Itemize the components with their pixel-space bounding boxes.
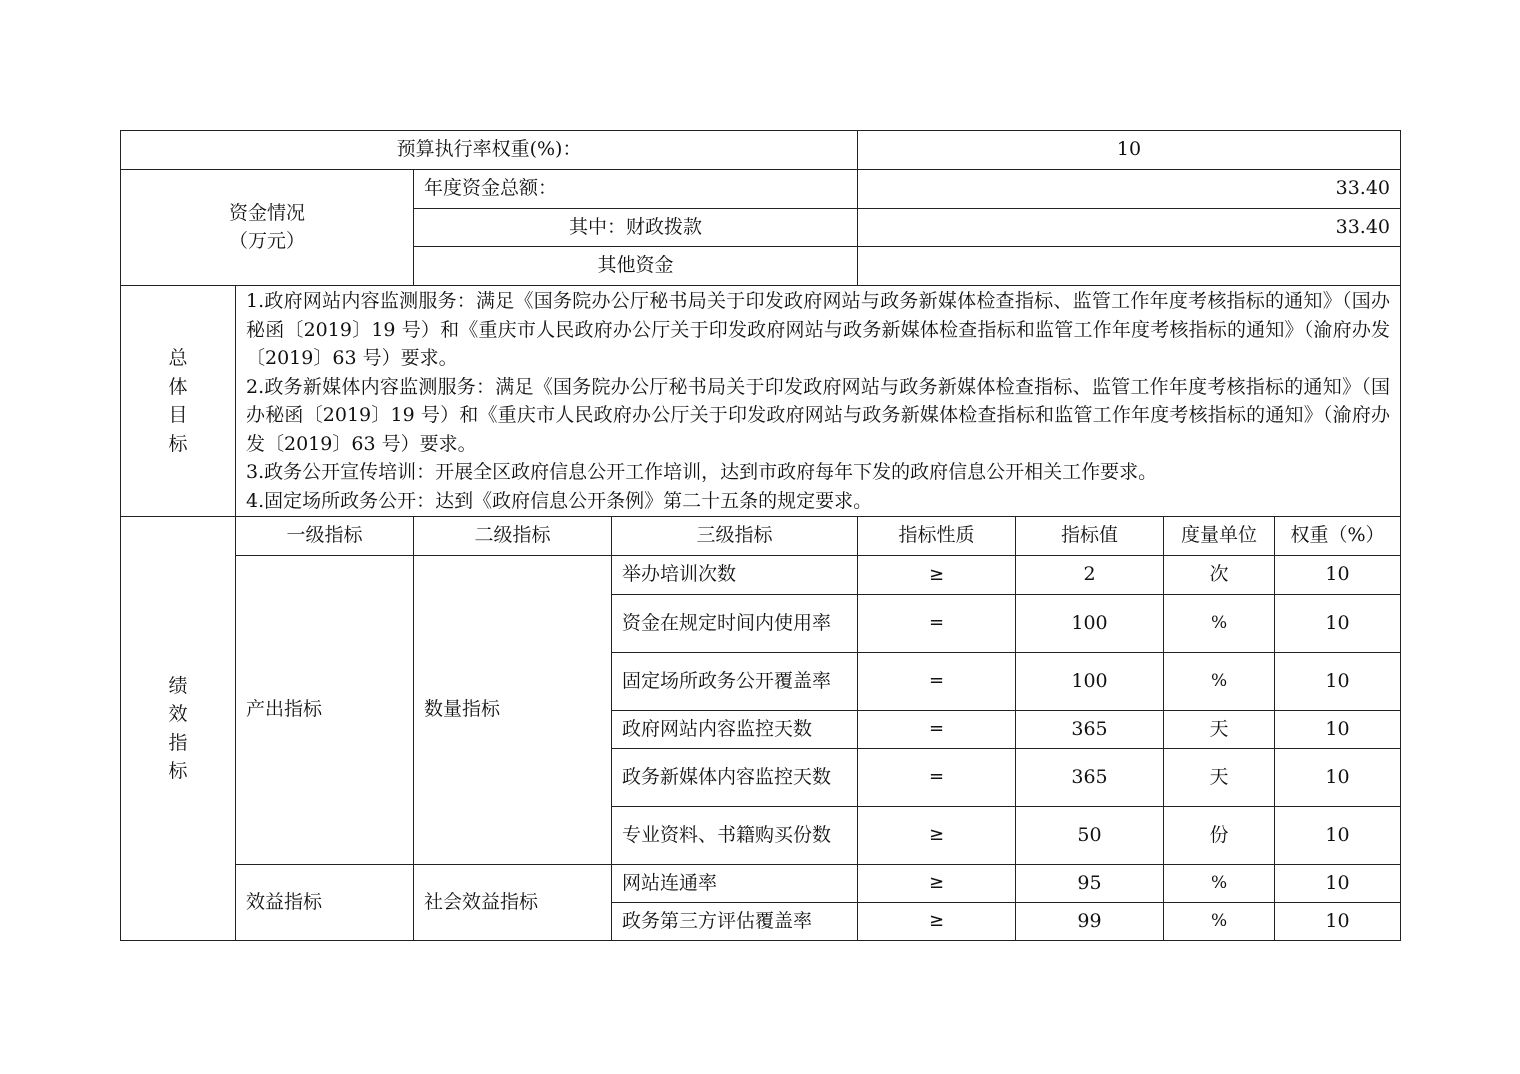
indicator-value: 365 <box>1016 749 1164 807</box>
indicator-name: 专业资料、书籍购买份数 <box>612 807 858 865</box>
table-row <box>121 865 1401 903</box>
funding-total-row <box>121 170 1401 209</box>
indicator-weight: 10 <box>1275 653 1401 711</box>
indicator-name: 政府网站内容监控天数 <box>612 711 858 749</box>
funding-other-value <box>858 247 1401 286</box>
header-nature: 指标性质 <box>858 517 1016 556</box>
funding-total-label: 年度资金总额： <box>414 170 858 209</box>
overall-goals-row <box>121 286 1401 517</box>
indicator-weight: 10 <box>1275 903 1401 941</box>
indicator-nature: ≥ <box>858 903 1016 941</box>
indicator-value: 99 <box>1016 903 1164 941</box>
indicator-value: 100 <box>1016 595 1164 653</box>
indicator-nature: = <box>858 749 1016 807</box>
header-unit: 度量单位 <box>1164 517 1275 556</box>
funding-label-cell <box>121 170 414 286</box>
indicator-weight: 10 <box>1275 595 1401 653</box>
overall-goals-label-char: 标 <box>168 432 188 455</box>
goal-item: 2.政务新媒体内容监测服务：满足《国务院办公厅秘书局关于印发政府网站与政务新媒体检查指标、监管工作年度考核指标的通知》（国办秘函〔2019〕19 号）和《重庆市人民政府办公厅关于印发政府网站与政务新媒体检查指标和监管工作年度考核指标的通知》（渝府办发〔2019〕63 号）要求。 <box>246 375 1391 455</box>
table-row <box>121 556 1401 595</box>
indicator-value: 95 <box>1016 865 1164 903</box>
indicator-nature: = <box>858 595 1016 653</box>
header-level1: 一级指标 <box>236 517 414 556</box>
indicator-unit: 份 <box>1164 807 1275 865</box>
indicator-unit: % <box>1164 595 1275 653</box>
goal-item: 4.固定场所政务公开：达到《政府信息公开条例》第二十五条的规定要求。 <box>246 489 873 512</box>
performance-label-char: 标 <box>168 760 188 782</box>
indicator-value: 50 <box>1016 807 1164 865</box>
funding-other-label: 其他资金 <box>414 247 858 286</box>
level1-cell: 效益指标 <box>236 865 414 941</box>
overall-goals-label <box>121 286 236 517</box>
indicator-unit: % <box>1164 865 1275 903</box>
level2-cell: 数量指标 <box>414 556 612 865</box>
indicator-unit: % <box>1164 653 1275 711</box>
header-level2: 二级指标 <box>414 517 612 556</box>
indicator-name: 资金在规定时间内使用率 <box>612 595 858 653</box>
indicator-unit: 次 <box>1164 556 1275 595</box>
funding-label: 资金情况 <box>228 201 305 224</box>
performance-label <box>121 517 236 941</box>
indicator-value: 365 <box>1016 711 1164 749</box>
indicator-weight: 10 <box>1275 749 1401 807</box>
performance-header-row <box>121 517 1401 556</box>
overall-goals-label-char: 总 <box>168 347 188 369</box>
indicator-nature: = <box>858 711 1016 749</box>
goal-item: 1.政府网站内容监测服务：满足《国务院办公厅秘书局关于印发政府网站与政务新媒体检查指标、监管工作年度考核指标的通知》（国办秘函〔2019〕19 号）和《重庆市人民政府办公厅关于印发政府网站与政务新媒体检查指标和监管工作年度考核指标的通知》（渝府办发〔2019〕63 号）要求。 <box>246 290 1391 369</box>
indicator-value: 100 <box>1016 653 1164 711</box>
funding-total-value: 33.40 <box>858 170 1401 209</box>
indicator-weight: 10 <box>1275 807 1401 865</box>
goal-item: 3.政务公开宣传培训：开展全区政府信息公开工作培训，达到市政府每年下发的政府信息公开相关工作要求。 <box>246 461 1158 483</box>
indicator-name: 政务第三方评估覆盖率 <box>612 903 858 941</box>
performance-label-char: 指 <box>168 731 188 754</box>
overall-goals-content <box>236 286 1401 517</box>
indicator-weight: 10 <box>1275 556 1401 595</box>
level2-cell: 社会效益指标 <box>414 865 612 941</box>
performance-label-char: 效 <box>168 703 188 725</box>
indicator-unit: % <box>1164 903 1275 941</box>
header-weight: 权重（%） <box>1275 517 1401 556</box>
indicator-unit: 天 <box>1164 749 1275 807</box>
funding-fiscal-value: 33.40 <box>858 209 1401 247</box>
indicator-name: 政务新媒体内容监控天数 <box>612 749 858 807</box>
budget-weight-row <box>121 131 1401 170</box>
indicator-nature: = <box>858 653 1016 711</box>
funding-fiscal-label: 其中：财政拨款 <box>414 209 858 247</box>
level1-cell: 产出指标 <box>236 556 414 865</box>
header-level3: 三级指标 <box>612 517 858 556</box>
indicator-unit: 天 <box>1164 711 1275 749</box>
budget-weight-value: 10 <box>858 131 1401 170</box>
performance-target-table <box>120 130 1401 941</box>
indicator-nature: ≥ <box>858 556 1016 595</box>
performance-label-char: 绩 <box>168 674 188 697</box>
overall-goals-label-char: 目 <box>168 404 188 426</box>
overall-goals-label-char: 体 <box>168 375 188 398</box>
indicator-name: 固定场所政务公开覆盖率 <box>612 653 858 711</box>
indicator-weight: 10 <box>1275 865 1401 903</box>
budget-weight-label: 预算执行率权重(%)： <box>121 131 858 170</box>
header-value: 指标值 <box>1016 517 1164 556</box>
indicator-nature: ≥ <box>858 865 1016 903</box>
indicator-weight: 10 <box>1275 711 1401 749</box>
indicator-nature: ≥ <box>858 807 1016 865</box>
funding-unit-label: （万元） <box>228 229 305 252</box>
indicator-name: 网站连通率 <box>612 865 858 903</box>
indicator-value: 2 <box>1016 556 1164 595</box>
indicator-name: 举办培训次数 <box>612 556 858 595</box>
